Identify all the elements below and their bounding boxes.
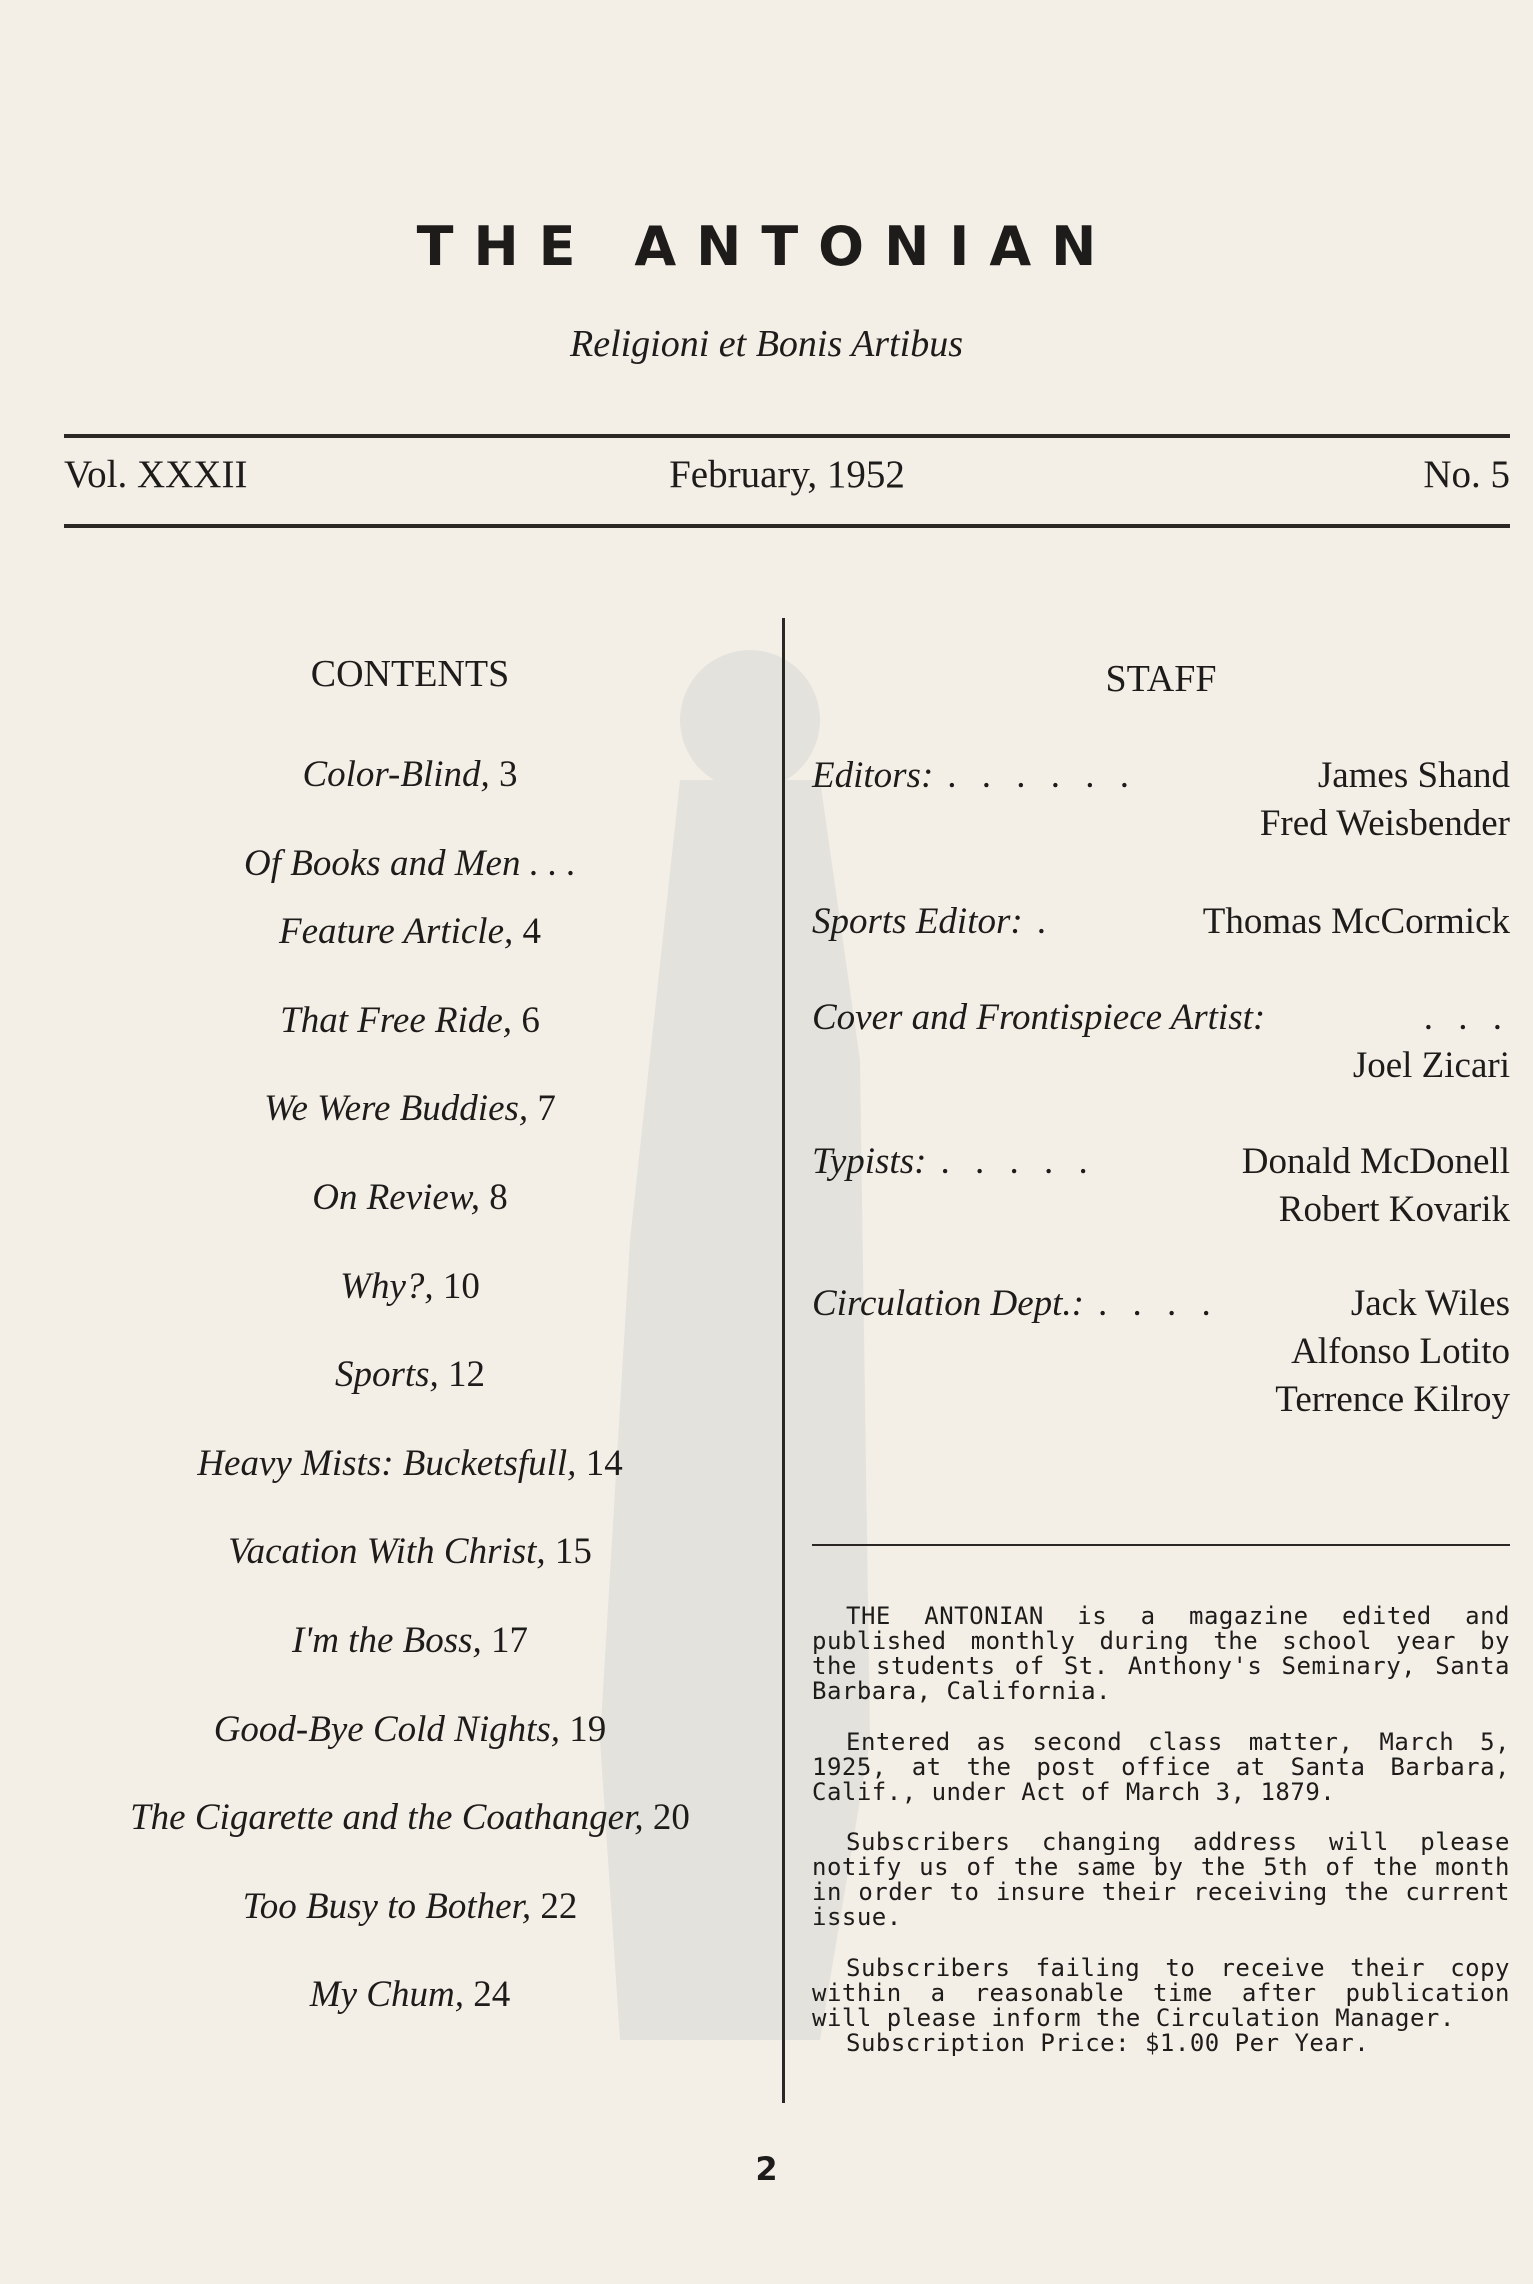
staff-name: Alfonso Lotito	[1291, 1331, 1510, 1372]
toc-item	[40, 1522, 780, 1611]
toc-item	[40, 1434, 780, 1523]
toc-page: 19	[569, 1708, 607, 1750]
toc-item	[40, 902, 780, 991]
toc-title: Sports,	[334, 1354, 439, 1396]
toc-item	[40, 745, 780, 834]
toc-page: 8	[489, 1176, 508, 1218]
staff-name: Joel Zicari	[1352, 1045, 1510, 1086]
staff-heading: STAFF	[1105, 658, 1217, 700]
staff-name: James Shand	[1317, 755, 1510, 796]
toc-title: Too Busy to Bother,	[242, 1885, 532, 1927]
toc-page: 20	[652, 1797, 690, 1839]
volume-label: Vol. XXXII	[64, 453, 248, 496]
toc-page: 14	[585, 1442, 623, 1484]
staff-typists	[812, 1138, 1510, 1234]
staff-name: Jack Wiles	[1350, 1283, 1510, 1324]
toc-item	[40, 1079, 780, 1168]
leader-dots: . . . . . .	[947, 755, 1138, 796]
toc-title: Feature Article,	[278, 911, 514, 953]
toc-title: The Cigarette and the Coathanger,	[130, 1797, 644, 1839]
staff-role: Sports Editor:	[812, 901, 1023, 942]
subscription-price: Subscription Price: $1.00 Per Year.	[846, 2029, 1370, 2057]
staff-name: Robert Kovarik	[1278, 1189, 1510, 1230]
staff-name: Fred Weisbender	[1259, 803, 1510, 844]
staff-cover-artist	[812, 994, 1510, 1090]
toc-item	[40, 1877, 780, 1966]
toc-item	[40, 1611, 780, 1700]
toc-title: Heavy Mists: Bucketsfull,	[197, 1442, 577, 1484]
address-change-paragraph: Subscribers changing address will please notify us of the same by the 5th of the month in order to insure their receiving the current issue.	[812, 1828, 1510, 1931]
toc-page: 24	[473, 1974, 511, 2016]
toc-item	[40, 1700, 780, 1789]
staff-name: Thomas McCormick	[1202, 901, 1510, 942]
staff-role: Typists:	[812, 1141, 927, 1182]
staff-role: Editors:	[812, 755, 934, 796]
leader-dots: .	[1036, 901, 1054, 942]
staff-sports-editor	[812, 898, 1510, 946]
leader-dots: . . .	[1423, 997, 1510, 1038]
toc-title: I'm the Boss,	[291, 1619, 482, 1661]
toc-title: We Were Buddies,	[264, 1088, 529, 1130]
column-divider	[782, 618, 785, 2103]
toc-page: 22	[540, 1885, 578, 1927]
toc-item	[40, 991, 780, 1080]
missing-copy-paragraph: Subscribers failing to receive their copy within a reasonable time after publication will please inform the Circulation Manager.	[812, 1954, 1510, 2032]
toc-page: 4	[522, 911, 542, 953]
magazine-motto: Religioni et Bonis Artibus	[569, 323, 963, 365]
toc-title: Vacation With Christ,	[228, 1531, 546, 1573]
toc-title: Why?,	[340, 1265, 434, 1307]
toc-page: 7	[537, 1088, 556, 1130]
staff-role: Circulation Dept.:	[812, 1283, 1084, 1324]
toc-item	[40, 1788, 780, 1877]
leader-dots: . . . .	[1098, 1283, 1219, 1324]
toc-item	[40, 1257, 780, 1346]
toc-item	[40, 1345, 780, 1434]
contents-list	[40, 745, 780, 2054]
header-rule-bottom	[64, 524, 1510, 528]
contents-heading: CONTENTS	[310, 653, 510, 695]
staff-name: Donald McDonell	[1241, 1141, 1510, 1182]
leader-dots: . . . . .	[940, 1141, 1096, 1182]
staff-rule	[812, 1544, 1510, 1546]
staff-role: Cover and Frontispiece Artist:	[812, 997, 1266, 1038]
toc-title: Good-Bye Cold Nights,	[213, 1708, 561, 1750]
toc-page: 15	[554, 1531, 592, 1573]
toc-title: My Chum,	[309, 1974, 464, 2016]
toc-page: 17	[491, 1619, 529, 1661]
toc-page: 6	[521, 999, 540, 1041]
toc-item	[40, 1965, 780, 2054]
mailing-info-paragraph: Entered as second class matter, March 5, 1925, at the post office at Santa Barbara, Calif., under Act of March 3, 1879.	[812, 1728, 1510, 1806]
page-number: 2	[755, 2150, 778, 2188]
staff-circulation	[812, 1280, 1510, 1424]
toc-title: On Review,	[312, 1176, 481, 1218]
header-rule-top	[64, 434, 1510, 438]
toc-title: Color-Blind,	[302, 754, 490, 795]
staff-name: Terrence Kilroy	[1275, 1379, 1510, 1420]
toc-title: Of Books and Men . . .	[244, 842, 576, 884]
issue-number: No. 5	[1423, 453, 1510, 496]
toc-page: 10	[442, 1265, 480, 1307]
staff-editors	[812, 752, 1510, 848]
toc-title: That Free Ride,	[280, 999, 513, 1041]
toc-page: 3	[499, 754, 518, 795]
magazine-title: THE ANTONIAN	[416, 215, 1117, 278]
publication-info-paragraph: THE ANTONIAN is a magazine edited and published monthly during the school year by the students of St. Anthony's Seminary, Santa Barbara, California.	[812, 1602, 1510, 1705]
toc-item	[40, 1168, 780, 1257]
issue-date: February, 1952	[669, 453, 905, 496]
toc-page: 12	[448, 1354, 486, 1396]
